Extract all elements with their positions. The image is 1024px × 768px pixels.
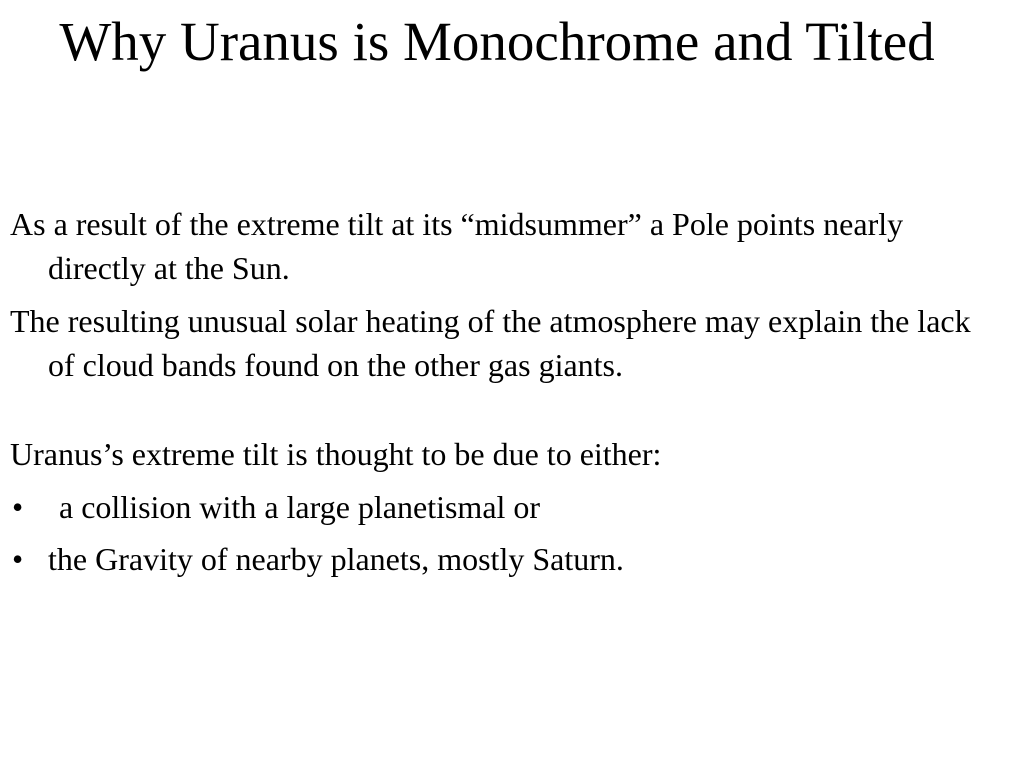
bullet-item-gravity	[10, 537, 1000, 581]
bullet-item-collision	[10, 485, 1000, 529]
bullet-text: a collision with a large planetismal or	[59, 489, 541, 525]
bullet-marker: •	[12, 489, 24, 525]
paragraph-causes: Uranus’s extreme tilt is thought to be due to either:	[10, 436, 662, 472]
slide-title: Why Uranus is Monochrome and Tilted	[59, 11, 935, 72]
bullet-marker: •	[12, 541, 24, 577]
bullet-text: the Gravity of nearby planets, mostly Saturn.	[48, 541, 624, 577]
paragraph-tilt: As a result of the extreme tilt at its “midsummer” a Pole points nearly directly at the Sun.	[10, 206, 904, 286]
paragraph-heating: The resulting unusual solar heating of the atmosphere may explain the lack of cloud bands found on the other gas giants.	[10, 303, 971, 383]
slide-body	[10, 202, 1000, 589]
